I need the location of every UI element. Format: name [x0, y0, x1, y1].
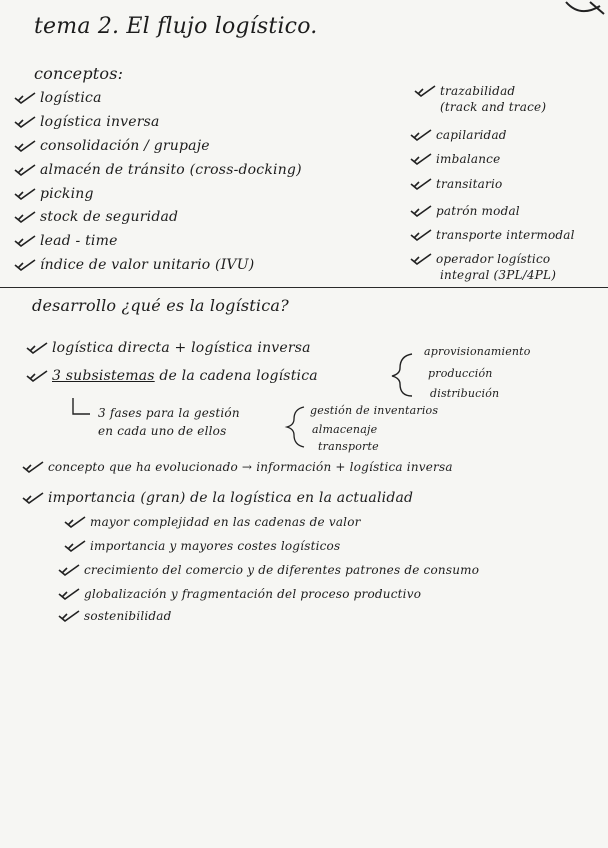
desarrollo-heading: desarrollo ¿qué es la logística?	[32, 296, 289, 315]
importancia-item: mayor complejidad en las cadenas de valor	[64, 515, 361, 529]
checkmark-icon	[14, 140, 36, 152]
bracket-icon	[282, 404, 308, 450]
concept-item: consolidación / grupaje	[14, 138, 210, 154]
checkmark-icon	[410, 205, 432, 217]
desarrollo-line: concepto que ha evolucionado → información + logística inversa	[22, 460, 453, 474]
importancia-item: importancia y mayores costes logísticos	[64, 539, 340, 553]
checkmark-icon	[64, 540, 86, 552]
concept-item-right: patrón modal	[410, 204, 520, 218]
checkmark-icon	[410, 178, 432, 190]
checkmark-icon	[64, 516, 86, 528]
fases-line2: en cada uno de ellos	[98, 424, 227, 438]
concept-item-right: capilaridad	[410, 128, 507, 142]
conceptos-heading: conceptos:	[34, 64, 124, 83]
concept-item: lead - time	[14, 233, 118, 249]
concept-item: stock de seguridad	[14, 209, 178, 225]
checkmark-icon	[14, 235, 36, 247]
checkmark-icon	[14, 164, 36, 176]
checkmark-icon	[410, 153, 432, 165]
checkmark-icon	[410, 253, 432, 265]
indent-arrow-icon	[70, 396, 94, 420]
importancia-item: sostenibilidad	[58, 609, 172, 623]
checkmark-icon	[14, 259, 36, 271]
checkmark-icon	[410, 129, 432, 141]
subsistema-item: aprovisionamiento	[424, 345, 531, 358]
concept-item-right: transitario	[410, 177, 502, 191]
page-title: tema 2. El flujo logístico.	[34, 14, 318, 39]
checkmark-icon	[26, 342, 48, 354]
operador-line2: integral (3PL/4PL)	[440, 268, 557, 282]
fases-line1: 3 fases para la gestión	[98, 406, 240, 420]
subsistema-item: distribución	[430, 387, 500, 400]
checkmark-icon	[414, 85, 436, 97]
checkmark-icon	[14, 188, 36, 200]
fase-item: gestión de inventarios	[310, 404, 439, 417]
concept-item: logística inversa	[14, 114, 160, 130]
desarrollo-line: logística directa + logística inversa	[26, 340, 311, 356]
subsistema-item: producción	[428, 367, 493, 380]
checkmark-icon	[14, 116, 36, 128]
checkmark-icon	[14, 211, 36, 223]
checkmark-icon	[22, 461, 44, 473]
concept-item: almacén de tránsito (cross-docking)	[14, 162, 302, 178]
checkmark-icon	[58, 564, 80, 576]
trazabilidad-note: (track and trace)	[440, 100, 547, 114]
concept-item-right: trazabilidad	[414, 84, 515, 98]
concept-item: índice de valor unitario (IVU)	[14, 257, 254, 273]
checkmark-icon	[26, 370, 48, 382]
importancia-item: globalización y fragmentación del proceso productivo	[58, 587, 421, 601]
fase-item: almacenaje	[312, 423, 378, 436]
checkmark-icon	[58, 588, 80, 600]
desarrollo-line: 3 subsistemas de la cadena logística	[26, 368, 318, 384]
corner-doodle-icon	[560, 0, 608, 22]
section-divider	[0, 287, 608, 288]
checkmark-icon	[22, 492, 44, 504]
concept-item: logística	[14, 90, 102, 106]
concept-item-right: operador logístico	[410, 252, 550, 266]
desarrollo-line: importancia (gran) de la logística en la actualidad	[22, 490, 413, 506]
fase-item: transporte	[318, 440, 379, 453]
importancia-item: crecimiento del comercio y de diferentes patrones de consumo	[58, 563, 479, 577]
checkmark-icon	[58, 610, 80, 622]
checkmark-icon	[410, 229, 432, 241]
concept-item-right: imbalance	[410, 152, 500, 166]
checkmark-icon	[14, 92, 36, 104]
bracket-icon	[386, 350, 416, 400]
concept-item: picking	[14, 186, 94, 202]
concept-item-right: transporte intermodal	[410, 228, 575, 242]
